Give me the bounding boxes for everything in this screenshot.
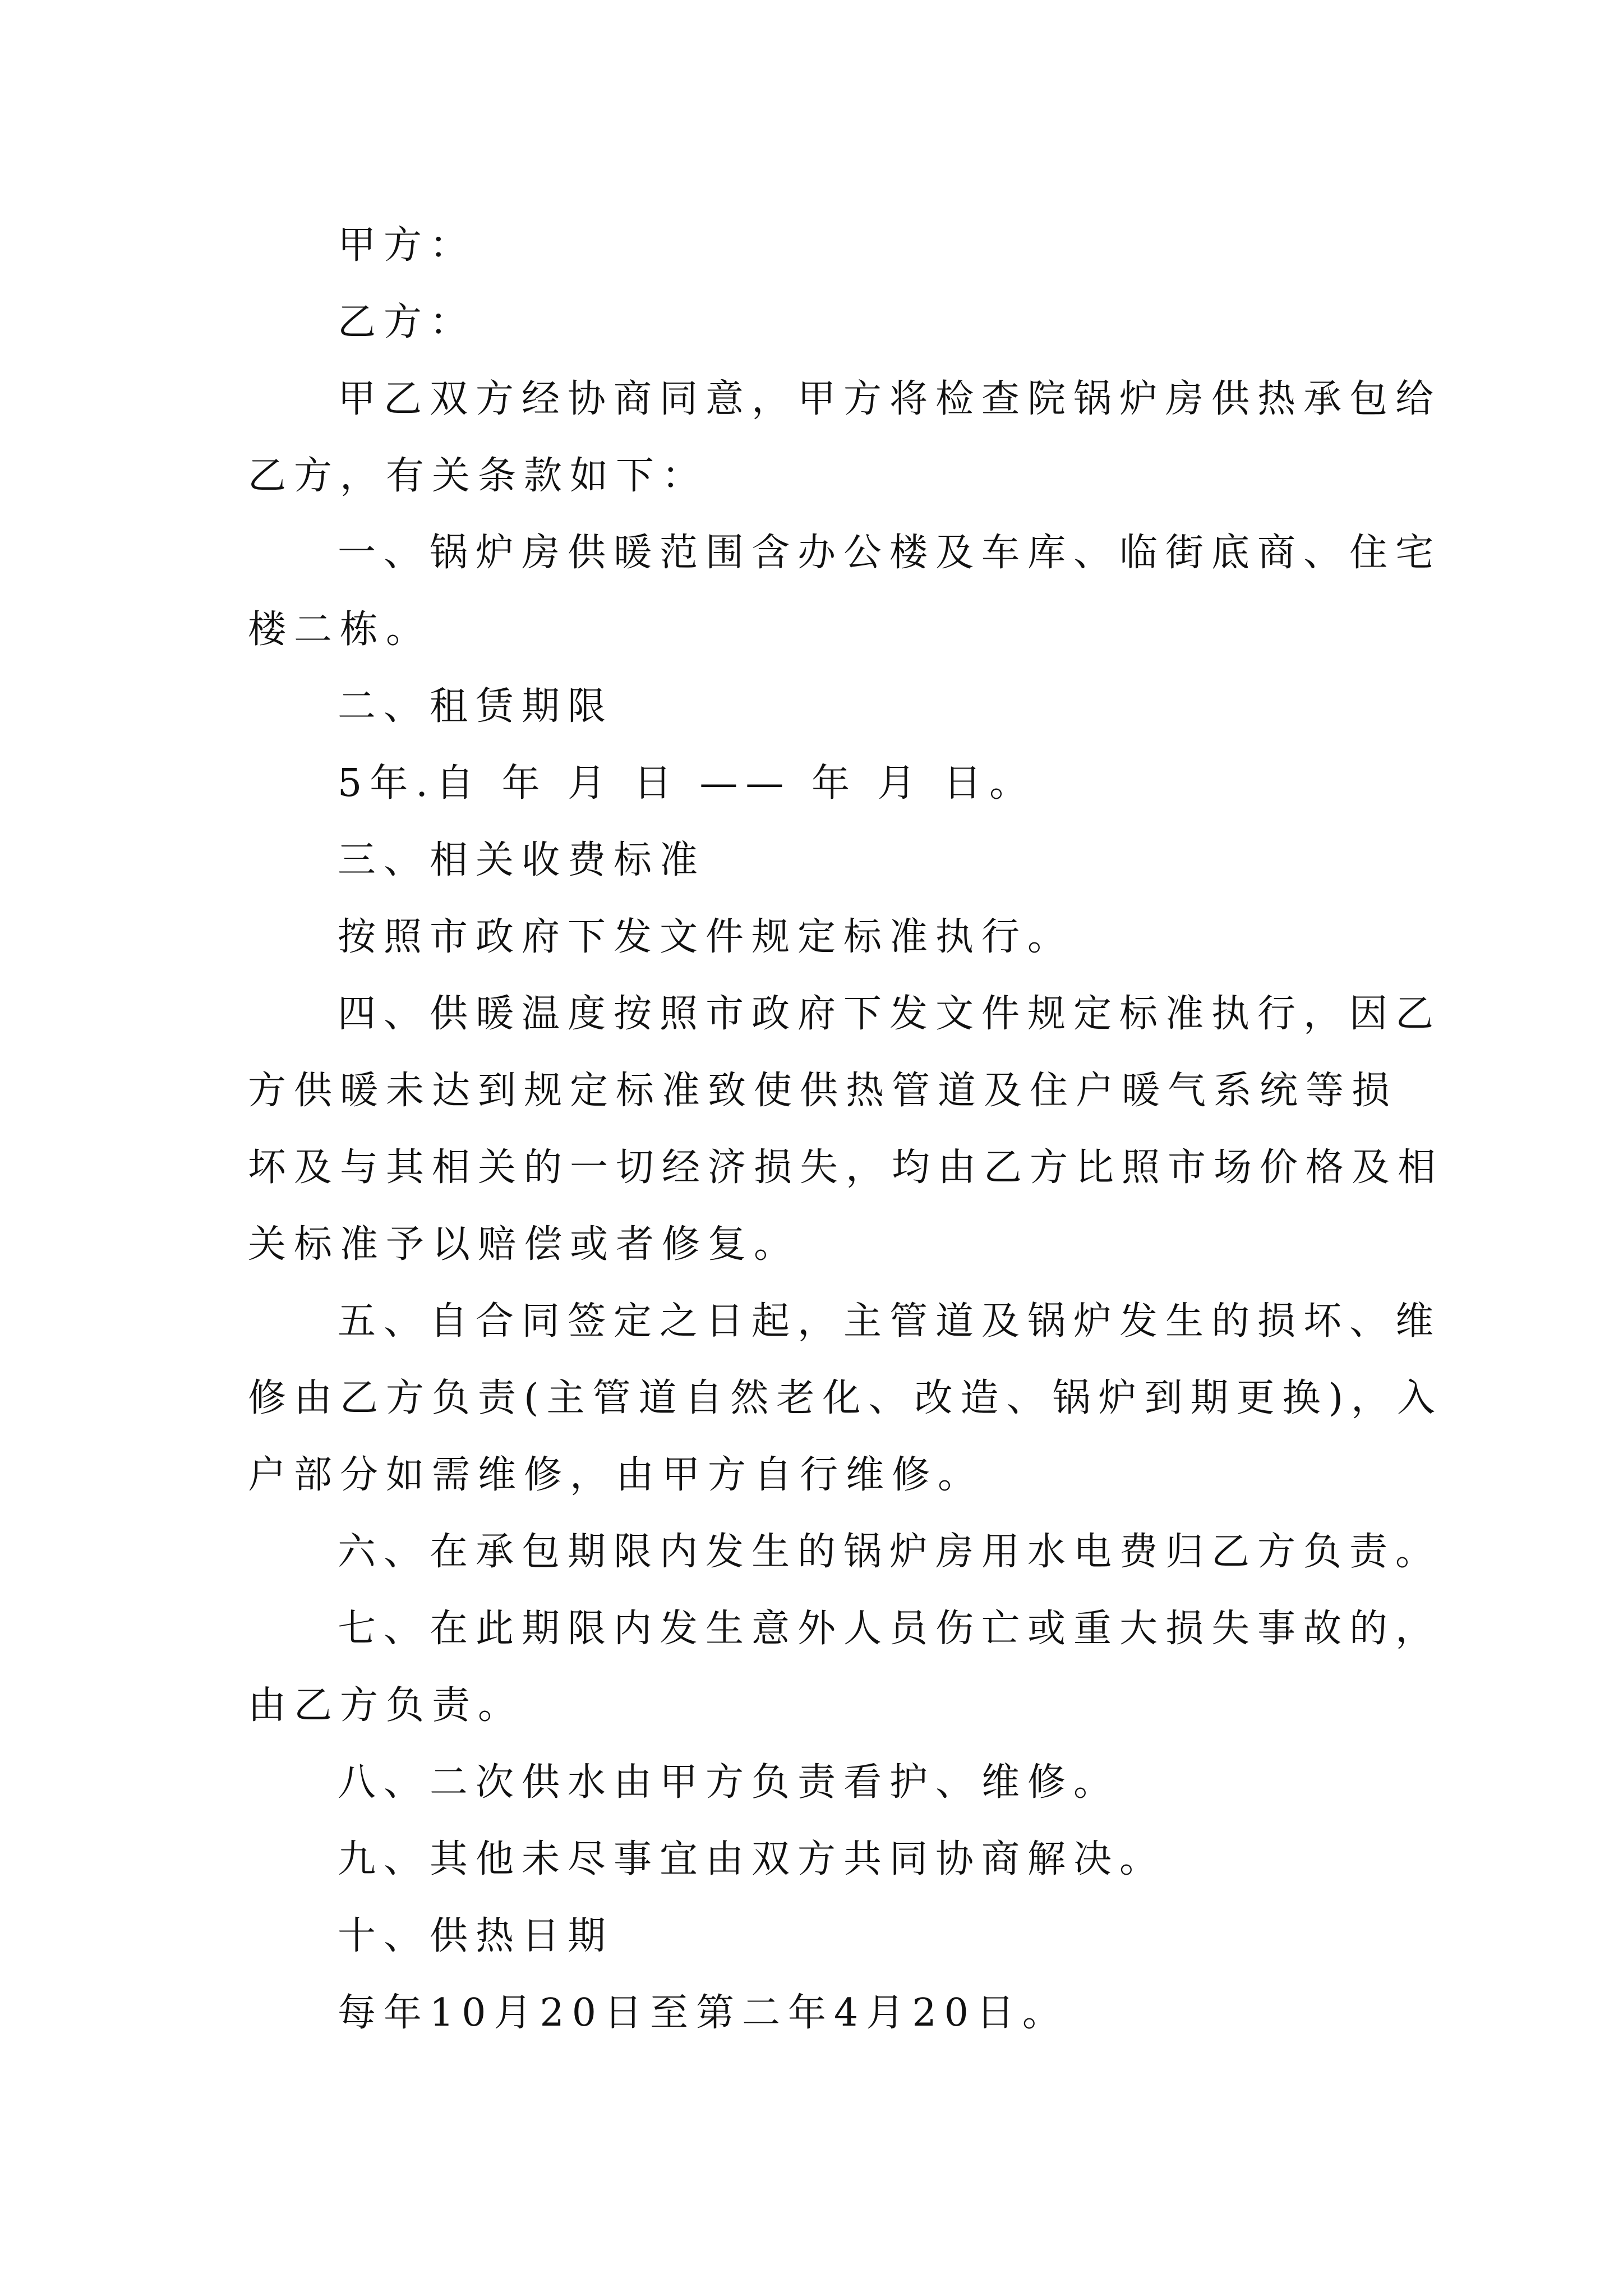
clause-7-line-2: 由乙方负责。: [248, 1683, 524, 1728]
clause-3-heading: 三、相关收费标准: [338, 838, 706, 882]
intro-line-2: 乙方，有关条款如下：: [248, 454, 708, 498]
clause-5-line-1: 五、自合同签定之日起，主管道及锅炉发生的损坏、维: [338, 1299, 1442, 1343]
clause-4-line-4: 关标准予以赔偿或者修复。: [248, 1222, 800, 1267]
clause-1-line-1: 一、锅炉房供暖范围含办公楼及车库、临街底商、住宅: [338, 531, 1442, 575]
clause-10-heading: 十、供热日期: [338, 1914, 614, 1958]
clause-7-line-1: 七、在此期限内发生意外人员伤亡或重大损失事故的，: [338, 1607, 1442, 1651]
clause-4-line-1: 四、供暖温度按照市政府下发文件规定标准执行，因乙: [338, 992, 1442, 1036]
clause-1-line-2: 楼二栋。: [248, 608, 432, 652]
heating-period-line: 每年10月20日至第二年4月20日。: [338, 1991, 1068, 2035]
clause-5-line-2: 修由乙方负责(主管道自然老化、改造、锅炉到期更换)，入: [248, 1376, 1444, 1420]
clause-4-line-3: 坏及与其相关的一切经济损失，均由乙方比照市场价格及相: [248, 1145, 1444, 1190]
clause-9-line: 九、其他未尽事宜由双方共同协商解决。: [338, 1837, 1166, 1881]
clause-8-line: 八、二次供水由甲方负责看护、维修。: [338, 1760, 1120, 1805]
intro-line-1: 甲乙双方经协商同意，甲方将检查院锅炉房供热承包给: [338, 377, 1442, 421]
clause-4-line-2: 方供暖未达到规定标准致使供热管道及住户暖气系统等损: [248, 1069, 1398, 1113]
clause-6-line: 六、在承包期限内发生的锅炉房用水电费归乙方负责。: [338, 1530, 1442, 1574]
clause-2-heading: 二、租赁期限: [338, 684, 614, 729]
fee-standard-line: 按照市政府下发文件规定标准执行。: [338, 915, 1074, 959]
party-a-line: 甲方：: [338, 223, 476, 268]
party-b-line: 乙方：: [338, 300, 476, 344]
clause-5-line-3: 户部分如需维修，由甲方自行维修。: [248, 1453, 984, 1497]
lease-term-line: 5年.自 年 月 日 —— 年 月 日。: [338, 761, 1036, 806]
